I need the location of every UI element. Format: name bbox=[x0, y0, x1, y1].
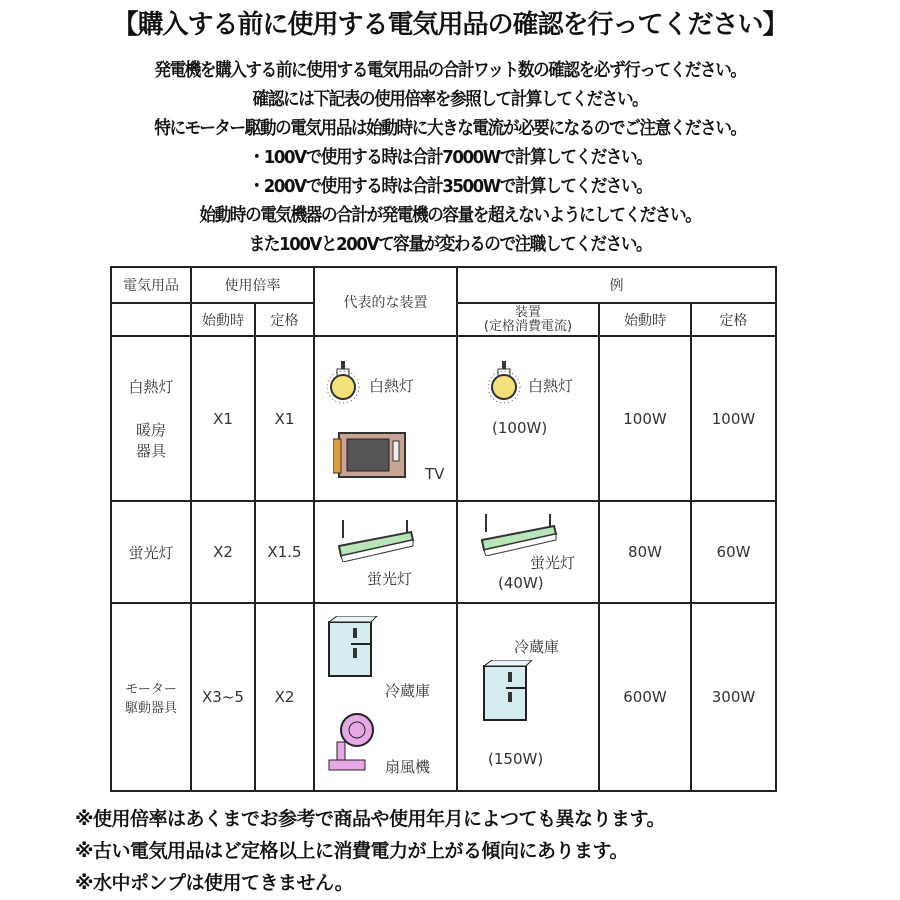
device-label: 扇風機 bbox=[385, 758, 431, 776]
header-ratio: 使用倍率 bbox=[191, 267, 314, 303]
example-device-cell bbox=[457, 501, 599, 603]
example-device-power: (100W) bbox=[492, 419, 548, 437]
example-device-power: (150W) bbox=[488, 750, 544, 768]
intro-line: 特にモーター駆動の電気用品は始動時に大きな電流が必要になるのでご注意ください。 bbox=[154, 118, 746, 139]
device-label: TV bbox=[425, 465, 445, 483]
example-start: 100W bbox=[599, 336, 691, 501]
example-device-cell bbox=[457, 336, 599, 501]
device-label: 冷蔵庫 bbox=[385, 682, 431, 700]
header-example-start: 始動時 bbox=[599, 303, 691, 336]
example-start: 80W bbox=[599, 501, 691, 603]
example-rated: 100W bbox=[691, 336, 776, 501]
tv-icon bbox=[333, 429, 413, 483]
footnotes bbox=[75, 803, 665, 899]
intro-line: 発電機を購入する前に使用する電気用品の合計ワット数の確認を必ず行ってください。 bbox=[154, 60, 746, 81]
refrigerator-icon bbox=[482, 660, 534, 724]
appliance-name: 蛍光灯 bbox=[111, 501, 191, 603]
device-cell bbox=[314, 603, 457, 791]
ratio-start: X2 bbox=[191, 501, 255, 603]
appliance-name: 器具 bbox=[135, 442, 166, 460]
device-label: 白熱灯 bbox=[369, 377, 415, 395]
page-title: 【購入する前に使用する電気用品の確認を行ってください】 bbox=[112, 10, 788, 40]
header-ratio-start: 始動時 bbox=[191, 303, 255, 336]
example-device-label: 蛍光灯 bbox=[530, 554, 576, 572]
example-rated: 60W bbox=[691, 501, 776, 603]
intro-line: また100Vと200Vて容量が変わるので注職してください。 bbox=[248, 234, 652, 255]
device-cell bbox=[314, 501, 457, 603]
device-label: 蛍光灯 bbox=[367, 570, 413, 588]
intro-line: ・200Vで使用する時は合計3500Wで計算してください。 bbox=[248, 176, 652, 197]
ratio-start: X3~5 bbox=[191, 603, 255, 791]
intro-line: 確認には下記表の使用倍率を参照して計算してください。 bbox=[252, 89, 648, 110]
header-example: 例 bbox=[457, 267, 776, 303]
table-row bbox=[111, 336, 776, 501]
footnote: ※使用倍率はあくまでお参考で商品や使用年月によつても異なります。 bbox=[75, 808, 665, 830]
ratio-rated: X1 bbox=[255, 336, 314, 501]
header-device: 代表的な装置 bbox=[314, 267, 457, 336]
intro-line: ・100Vで使用する時は合計7000Wで計算してください。 bbox=[248, 147, 652, 168]
header-example-device bbox=[457, 303, 599, 336]
header-ratio-rated: 定格 bbox=[255, 303, 314, 336]
appliance-table bbox=[110, 266, 777, 792]
appliance-name: 白熱灯 bbox=[128, 378, 174, 396]
ratio-rated: X2 bbox=[255, 603, 314, 791]
example-device-label: 冷蔵庫 bbox=[514, 638, 560, 656]
example-device-label: 白熱灯 bbox=[528, 377, 574, 395]
device-cell bbox=[314, 336, 457, 501]
example-rated: 300W bbox=[691, 603, 776, 791]
footnote: ※古い電気用品はど定格以上に消費電力が上がる傾向にあります。 bbox=[75, 840, 628, 862]
light-bulb-icon bbox=[488, 361, 524, 405]
ratio-rated: X1.5 bbox=[255, 501, 314, 603]
header-example-rated: 定格 bbox=[691, 303, 776, 336]
intro-text bbox=[0, 56, 900, 259]
header-example-device-sub: (定格消費電流) bbox=[483, 318, 573, 334]
fluorescent-light-icon bbox=[337, 520, 417, 562]
appliance-cell bbox=[111, 336, 191, 501]
table-row bbox=[111, 501, 776, 603]
footnote: ※水中ポンプは使用てきません。 bbox=[75, 872, 354, 894]
table-row bbox=[111, 603, 776, 791]
ratio-start: X1 bbox=[191, 336, 255, 501]
example-device-power: (40W) bbox=[498, 574, 544, 592]
example-device-cell bbox=[457, 603, 599, 791]
header-appliance: 電気用品 bbox=[111, 267, 191, 303]
fluorescent-light-icon bbox=[480, 514, 560, 556]
appliance-cell bbox=[111, 603, 191, 791]
appliance-name: 駆動器具 bbox=[124, 701, 177, 716]
intro-line: 始動時の電気機器の合計が発電機の容量を超えないようにしてください。 bbox=[199, 205, 701, 226]
refrigerator-icon bbox=[327, 616, 379, 680]
appliance-name: 暖房 bbox=[135, 421, 166, 439]
header-empty bbox=[111, 303, 191, 336]
example-start: 600W bbox=[599, 603, 691, 791]
appliance-name: モーター bbox=[125, 682, 177, 697]
header-example-device-label: 装置 bbox=[514, 304, 541, 320]
light-bulb-icon bbox=[327, 361, 363, 405]
electric-fan-icon bbox=[327, 712, 377, 774]
